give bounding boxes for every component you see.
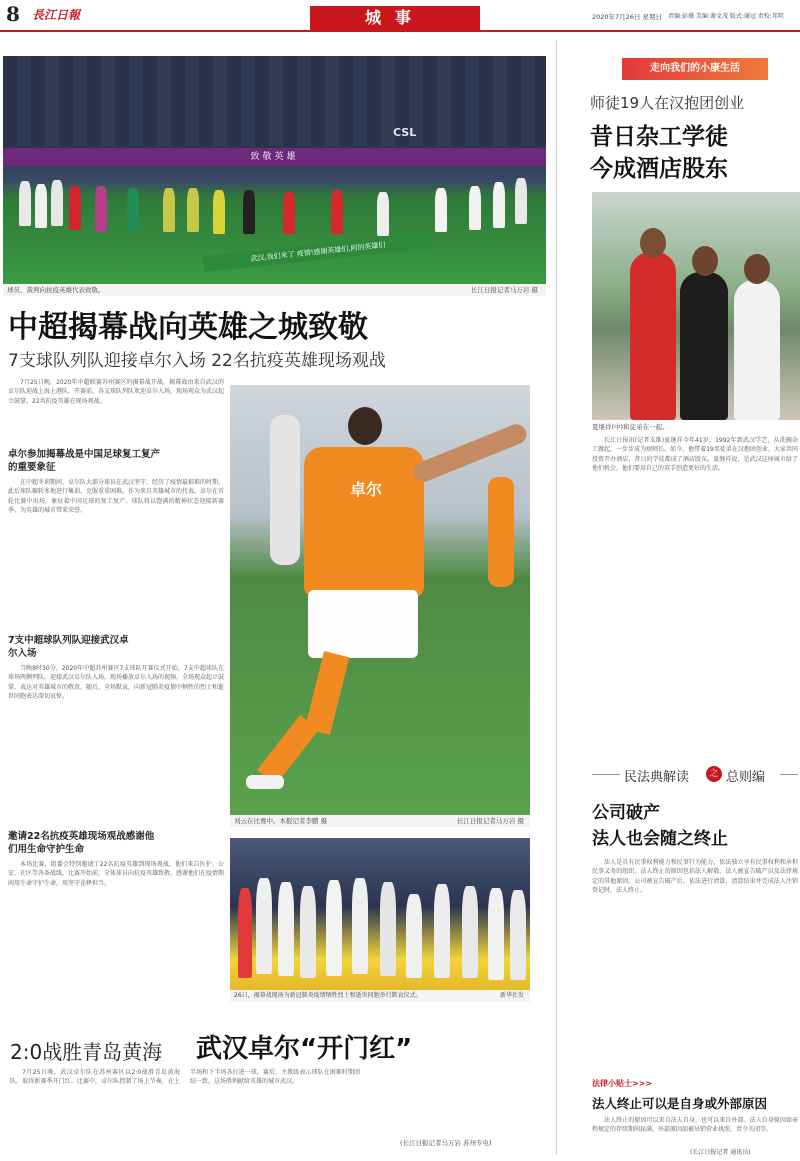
- chef-photo-caption: 夏继祥(中)和徒弟在一起。: [592, 423, 669, 431]
- player-figure: [35, 184, 47, 228]
- player-figure: [69, 186, 81, 230]
- staff-line: 责编:彭薇 美编:谢文茂 版式:谢冠 责校:邦明: [668, 13, 784, 20]
- player-figure: [515, 178, 527, 224]
- chef-photo: [592, 192, 800, 420]
- section-text-2: 当晚8时30分，2020年中超苏州赛区7支球队开赛仪式开始，7支中超球队在球场两侧列队，迎接武汉卓尔队入场，现场播放卓尔入场的视频，全场观众起立鼓掌，表达对英雄城市的敬意。随后，全场默哀，向新冠肺炎疫情中牺牲的烈士和逝世同胞表达深切哀悼。: [8, 665, 224, 701]
- masthead: [0, 0, 800, 32]
- spectator-figure: [434, 884, 450, 978]
- stands-photo-caption: [230, 990, 530, 1002]
- spectator-figure: [352, 878, 368, 974]
- law-kicker-badge: 之: [706, 766, 722, 782]
- player-figure: [127, 188, 139, 232]
- spectator-figure: [462, 886, 478, 978]
- page-number: 8: [6, 2, 20, 26]
- stands-photo-caption-text: 26日，揭幕战现场为新冠肺炎疫情牺牲烈士和逝世同胞举行默哀仪式。: [234, 992, 422, 999]
- player-shoe: [246, 775, 284, 789]
- spectator-figure: [238, 888, 252, 978]
- player-figure: [163, 188, 175, 232]
- person-middle-head: [692, 246, 718, 276]
- spectator-figure: [278, 882, 294, 976]
- main-subhead: 7支球队列队迎接卓尔入场 22名抗疫英雄现场观战: [8, 351, 386, 371]
- hero-caption: [3, 284, 546, 296]
- hero-photo: [3, 56, 546, 284]
- spectator-figure: [300, 886, 316, 978]
- section-text-3: 本场比赛，组委会特别邀请了22名抗疫英雄到现场观战，他们来自医护、公安、社区等各条战线。比赛开始前，全体球员向抗疫英雄致敬，感谢他们在疫情期间用生命守护生命，用坚守诠释担当。: [8, 861, 224, 887]
- player-figure: [435, 188, 447, 232]
- player-figure: [243, 190, 255, 234]
- article-left-column: [8, 378, 224, 998]
- person-left: [630, 252, 676, 420]
- player-photo-caption: [230, 815, 530, 827]
- date-line: 2020年7月26日 星期日: [592, 13, 663, 21]
- section-banner: 城事: [310, 6, 480, 30]
- player-figure: [377, 192, 389, 236]
- stadium-banner: 致敬英雄: [3, 148, 546, 166]
- hero-caption-text: 球员、裁判向抗疫英雄代表致敬。: [7, 286, 105, 294]
- spectator-figure: [326, 880, 342, 976]
- jersey-text: 卓尔: [350, 480, 383, 499]
- law-body: 法人是具有民事权利能力和民事行为能力，依法独立享有民事权利和承担民事义务的组织。法人终止的原因包括法人解散、法人被宣告破产以及法律规定的其他原因。公司被宣告破产后，依法进行清算，清算结束并完成法人注销登记时，法人终止。: [592, 859, 798, 895]
- player-jersey: [304, 447, 424, 597]
- section-heading-1: 卓尔参加揭幕战是中国足球复工复产的重要象征: [8, 449, 161, 473]
- spectator-figure: [488, 888, 504, 980]
- section-heading-2: 7支中超球队列队迎接武汉卓尔入场: [8, 635, 129, 659]
- spectator-figure: [406, 894, 422, 978]
- person-right: [734, 280, 780, 420]
- person-middle: [680, 272, 728, 420]
- right-body: 长江日报讯(记者支维)夏继祥今年41岁，1992年到武汉学艺，从洗碗杂工做起，一步步成为厨师长。如今，他带着19名徒弟在汉抱团创业，大家共同投资开办酒店，昔日的学徒都成了酒店股东。夏继祥说，是武汉这座城市给了他们机会，他们要用自己的双手创造更好的生活。: [592, 437, 798, 473]
- tips-text: 法人终止的原因可以来自法人自身，也可以来自外部。法人自身原因如章程规定的存续期间届满，外部原因如被吊销营业执照、责令关闭等。: [592, 1117, 798, 1134]
- game-text: 7月25日晚，武汉卓尔队在苏州赛区以2:0战胜青岛黄海队，取得新赛季开门红。比赛中，卓尔队控制了场上节奏，在上半场和下半场各打进一球。赛后，主教练表示球队在困难时期团结一致，这场胜利献给英雄的城市武汉。: [10, 1069, 360, 1086]
- column-divider: [556, 40, 557, 1155]
- stadium-stand: [3, 56, 546, 146]
- game-title-right: 武汉卓尔“开门红”: [196, 1034, 413, 1064]
- law-title-1: 公司破产: [592, 803, 660, 823]
- player-photo-credit: 长江日报记者马万岩 摄: [456, 817, 524, 825]
- section-heading-3: 邀请22名抗疫英雄现场观战感谢他们用生命守护生命: [8, 831, 155, 855]
- green-banner: 武汉,我们来了 疫情!感谢英雄们,阿的英雄们: [203, 232, 433, 272]
- spectator-figure: [380, 882, 396, 976]
- player-figure: [187, 188, 199, 232]
- tips-label: 法律小贴士>>>: [592, 1079, 653, 1088]
- paper-logo: 長江日報: [32, 8, 81, 22]
- law-kicker: 民法典解读: [624, 770, 690, 785]
- stands-photo-credit: 新华社发: [499, 992, 524, 999]
- player-figure: [95, 186, 107, 232]
- person-left-head: [640, 228, 666, 258]
- player-shorts: [308, 590, 418, 658]
- right-credit: (长江日报记者 通讯员): [690, 1149, 751, 1156]
- player-photo-caption-text: 刘云在比赛中。本报记者李鹏 摄: [234, 817, 328, 825]
- right-kicker: 师徒19人在汉抱团创业: [590, 94, 745, 112]
- player-head: [348, 407, 382, 445]
- game-title-left: 2:0战胜青岛黄海: [10, 1040, 163, 1064]
- section-text-1: 在中超冬训期间，卓尔队大部分球员在武汉坚守，经历了疫情最艰难的时期。此后球队辗转多地进行集训，克服重重困难。作为来自英雄城市的代表，卓尔在首轮比赛中出场，象征着中国足球的复工复产。球队将以饱满的精神状态迎接新赛季，为英雄的城市带来荣誉。: [8, 479, 224, 515]
- law-kicker-line-left: [592, 774, 620, 775]
- person-right-head: [744, 254, 770, 284]
- spectator-figure: [510, 890, 526, 980]
- background-player: [488, 477, 514, 587]
- law-kicker-row: [592, 764, 798, 786]
- main-headline: 中超揭幕战向英雄之城致敬: [8, 310, 368, 345]
- law-kicker-tail: 总则编: [726, 770, 766, 785]
- player-figure: [331, 190, 343, 234]
- player-figure: [283, 192, 295, 234]
- player-figure: [213, 190, 225, 234]
- player-leg: [305, 651, 350, 735]
- stands-photo: [230, 838, 530, 990]
- player-action-photo: [230, 385, 530, 815]
- player-figure: [469, 186, 481, 230]
- player-figure: [51, 180, 63, 226]
- law-title-2: 法人也会随之终止: [592, 829, 728, 849]
- hero-credit: 长江日报记者马万岩 摄: [470, 286, 538, 294]
- background-player: [270, 415, 300, 565]
- csl-logo: CSL: [393, 126, 417, 139]
- article-lead: 7月25日晚，2020年中超联赛苏州赛区的揭幕战开战。揭幕战由来自武汉的卓尔队迎战上海上港队。开赛前，各支球队列队欢迎卓尔入场，现场观众为武汉起立鼓掌，22名抗疫英雄在现场观战。: [8, 379, 224, 405]
- right-banner: 走向我们的小康生活: [622, 58, 768, 80]
- spectator-figure: [256, 878, 272, 974]
- player-figure: [493, 182, 505, 228]
- right-title-1: 昔日杂工学徒: [590, 124, 728, 150]
- player-figure: [19, 181, 31, 226]
- law-kicker-line-right: [780, 774, 798, 775]
- tips-title: 法人终止可以是自身或外部原因: [592, 1096, 768, 1111]
- right-title-2: 今成酒店股东: [590, 156, 728, 182]
- player-arm: [411, 421, 530, 484]
- game-credit: (长江日报记者马万岩 苏州专电): [400, 1139, 492, 1147]
